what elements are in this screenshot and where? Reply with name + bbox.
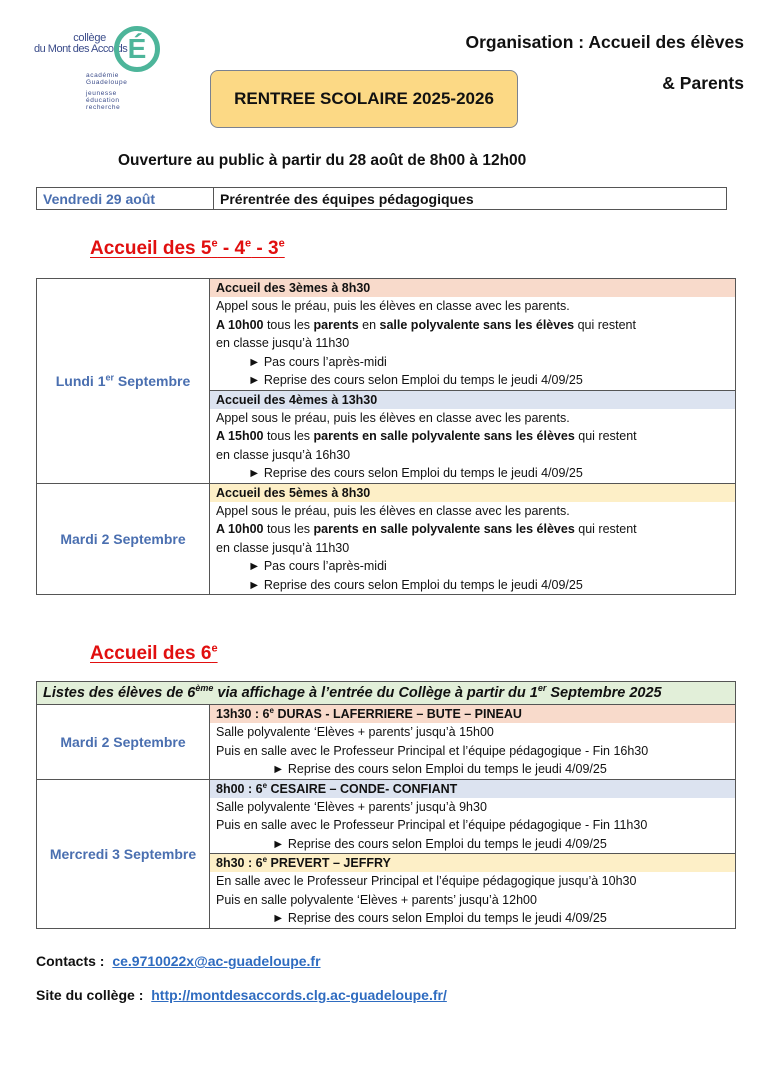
prerentree-day: Vendredi 29 août [37, 188, 214, 210]
block-header: 8h30 : 6e PREVERT – JEFFRY [210, 854, 735, 872]
table-row [37, 705, 735, 779]
rentree-banner [210, 70, 518, 128]
section-heading-5-4-3: Accueil des 5e - 4e - 3e [90, 237, 285, 259]
logo-text-name: du Mont des Accords [34, 43, 128, 55]
day-cell-lundi: Lundi 1er Septembre [37, 279, 210, 483]
schedule-table-5-4-3 [36, 278, 736, 595]
block-4emes: Accueil des 4èmes à 13h30 Appel sous le préau, puis les élèves en classe avec les parents. A 15h00 tous les parents en salle polyvalente sans les élèves qui restent en classe jusqu’à 16h30 ► Reprise des cours selon Emploi du temps le jeudi 4/09/25 [210, 390, 735, 483]
contacts-label: Contacts : [36, 953, 105, 969]
contact-email-link[interactable]: ce.9710022x@ac-guadeloupe.fr [112, 953, 321, 969]
schedule-table-6e [36, 681, 736, 929]
block-header: Accueil des 3èmes à 8h30 [210, 279, 735, 297]
block-6e-prevert: 8h30 : 6e PREVERT – JEFFRY En salle avec le Professeur Principal et l’équipe pédagogique jusqu’à 10h30 Puis en salle polyvalente ‘Elèves + parents’ jusqu’à 12h00 ► Reprise des cours selon Emploi du temps le jeudi 4/09/25 [210, 853, 735, 928]
day-cell-mardi: Mardi 2 Septembre [37, 484, 210, 595]
block-header: Accueil des 5èmes à 8h30 [210, 484, 735, 502]
bullet-item: ► Reprise des cours selon Emploi du temps le jeudi 4/09/25 [248, 466, 583, 480]
logo-text-college: collège [73, 32, 106, 44]
block-header: Accueil des 4èmes à 13h30 [210, 391, 735, 409]
bullet-item: ► Reprise des cours selon Emploi du temps le jeudi 4/09/25 [248, 373, 583, 387]
block-6e-duras: 13h30 : 6e DURAS - LAFERRIERE – BUTE – PINEAU Salle polyvalente ‘Elèves + parents’ jusqu’à 15h00 Puis en salle avec le Professeur Principal et l’équipe pédagogique - Fin 16h30 ► Reprise des cours selon Emploi du temps le jeudi 4/09/25 [210, 705, 735, 779]
site-url-link[interactable]: http://montdesaccords.clg.ac-guadeloupe.fr/ [151, 987, 447, 1003]
bullet-item: ► Pas cours l’après-midi [248, 559, 387, 573]
opening-hours: Ouverture au public à partir du 28 août de 8h00 à 12h00 [118, 152, 527, 169]
section-heading-6e: Accueil des 6e [90, 642, 218, 664]
logo-e-icon: É [114, 26, 160, 72]
bullet-item: ► Pas cours l’après-midi [248, 354, 387, 369]
bullet-item: ► Reprise des cours selon Emploi du temps le jeudi 4/09/25 [272, 836, 607, 851]
day-cell-mardi: Mardi 2 Septembre [37, 705, 210, 779]
table-row [37, 779, 735, 928]
contacts-line [36, 953, 321, 969]
page-title-line2: & Parents [662, 73, 744, 93]
prerentree-event: Prérentrée des équipes pédagogiques [214, 188, 727, 210]
block-3emes: Accueil des 3èmes à 8h30 Appel sous le préau, puis les élèves en classe avec les parents. A 10h00 tous les parents en salle polyvalente sans les élèves qui restent en classe jusqu’à 11h30 ► Pas cours l’après-midi ► Reprise des cours selon Emploi du temps le jeudi 4/09/25 [210, 279, 735, 390]
site-line [36, 987, 447, 1003]
table-row [37, 188, 727, 210]
block-header: 13h30 : 6e DURAS - LAFERRIERE – BUTE – PINEAU [210, 705, 735, 723]
site-label: Site du collège : [36, 987, 144, 1003]
prerentree-table [36, 187, 727, 210]
college-logo [34, 26, 164, 126]
day-cell-mercredi: Mercredi 3 Septembre [37, 780, 210, 928]
table-row [37, 483, 735, 595]
block-5emes: Accueil des 5èmes à 8h30 Appel sous le préau, puis les élèves en classe avec les parents. A 10h00 tous les parents en salle polyvalente sans les élèves qui restent en classe jusqu’à 11h30 ► Pas cours l’après-midi ► Reprise des cours selon Emploi du temps le jeudi 4/09/25 [210, 484, 735, 595]
block-6e-cesaire: 8h00 : 6e CESAIRE – CONDE- CONFIANT Salle polyvalente ‘Elèves + parents’ jusqu’à 9h30 Puis en salle avec le Professeur Principal et l’équipe pédagogique - Fin 11h30 ► Reprise des cours selon Emploi du temps le jeudi 4/09/25 [210, 780, 735, 854]
block-header: 8h00 : 6e CESAIRE – CONDE- CONFIANT [210, 780, 735, 798]
bullet-item: ► Reprise des cours selon Emploi du temps le jeudi 4/09/25 [248, 577, 583, 592]
lists-banner: Listes des élèves de 6ème via affichage à l’entrée du Collège à partir du 1er Septembre 2025 [37, 682, 735, 705]
bullet-item: ► Reprise des cours selon Emploi du temps le jeudi 4/09/25 [272, 762, 607, 776]
logo-motto: jeunesse éducation recherche [86, 90, 121, 111]
table-row [37, 279, 735, 483]
bullet-item: ► Reprise des cours selon Emploi du temps le jeudi 4/09/25 [272, 911, 607, 925]
logo-academie: académie Guadeloupe [86, 72, 128, 86]
page-title: Organisation : Accueil des élèves [465, 32, 744, 52]
rentree-label: RENTREE SCOLAIRE 2025-2026 [234, 89, 494, 108]
